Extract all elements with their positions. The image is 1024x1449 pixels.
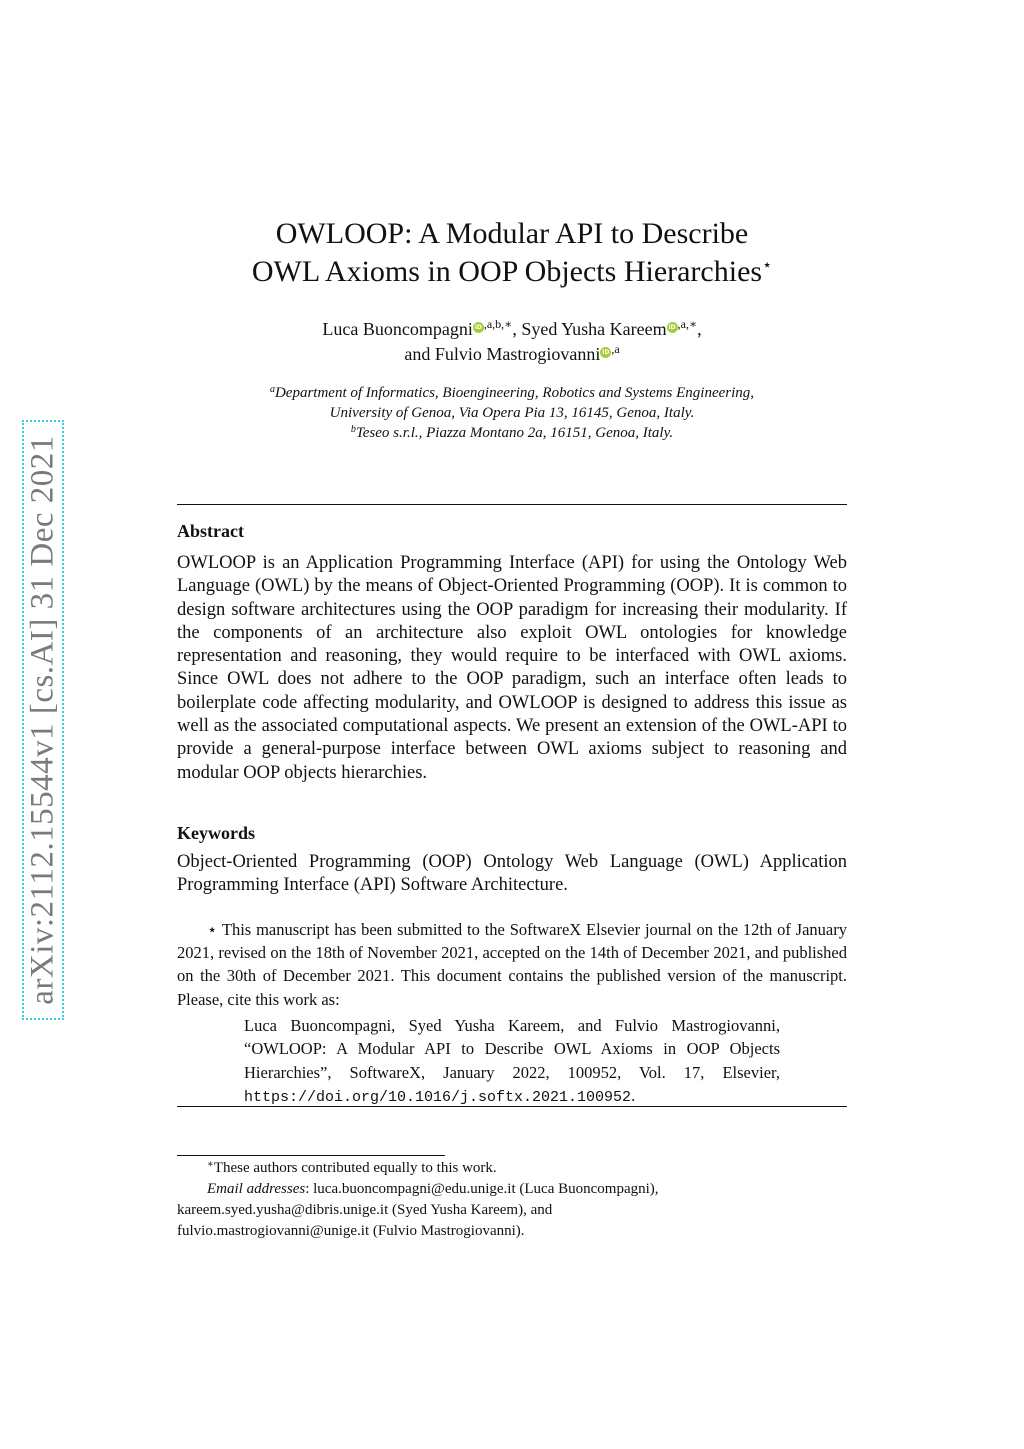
author-sep-1: ,: [512, 319, 522, 339]
orcid-icon[interactable]: iD: [668, 324, 676, 331]
author-2-marks: ,a,∗: [677, 317, 698, 331]
author-3-marks: ,a: [611, 342, 620, 356]
affiliation-b-line: [177, 423, 847, 443]
title-line-1: OWLOOP: A Modular API to Describe: [275, 217, 749, 250]
title-star: ⋆: [762, 257, 773, 274]
author-1-name: Luca Buoncompagni: [322, 319, 473, 339]
footnote-emails-line-3: fulvio.mastrogiovanni@unige.it (Fulvio Mastrogiovanni).: [177, 1223, 525, 1239]
affiliation-a-line-2: University of Genoa, Via Opera Pia 13, 16145, Genoa, Italy.: [329, 405, 695, 421]
author-sep-2: ,: [697, 319, 702, 339]
author-line-2: [177, 342, 847, 367]
note-bottom-rule: [177, 1106, 847, 1107]
email-line-1: : luca.buoncompagni@edu.unige.it (Luca Buoncompagni),: [305, 1181, 659, 1197]
title-line-2-text: OWL Axioms in OOP Objects Hierarchies: [251, 255, 763, 288]
author-list: [177, 317, 847, 367]
affiliation-b-text: Teseo s.r.l., Piazza Montano 2a, 16151, Genoa, Italy.: [355, 425, 674, 441]
footnotes: [177, 1158, 847, 1242]
footnote-equal: [177, 1158, 847, 1179]
author-2-name: Syed Yusha Kareem: [521, 319, 667, 339]
doi-end: .: [631, 1085, 636, 1105]
author-1-marks: ,a,b,∗: [483, 317, 513, 331]
keywords-text: Object-Oriented Programming (OOP) Ontology Web Language (OWL) Application Programming Interface (API) Software Architecture.: [177, 852, 847, 896]
email-label: Email addresses: [207, 1181, 306, 1197]
title-line-2: [177, 253, 847, 291]
citation-block: [244, 1014, 780, 1109]
footnote-rule: [177, 1155, 445, 1156]
paper-title: [177, 215, 847, 291]
abstract-top-rule: [177, 504, 847, 505]
orcid-icon[interactable]: iD: [602, 349, 610, 356]
note-star: ⋆: [207, 920, 218, 939]
arxiv-stamp-text: arXiv:2112.15544v1 [cs.AI] 31 Dec 2021: [24, 435, 61, 1005]
footnote-emails-line-1: [177, 1179, 847, 1200]
affiliation-a-text-1: Department of Informatics, Bioengineering, Robotics and Systems Engineering,: [274, 385, 755, 401]
author-line-1: [177, 317, 847, 342]
author-3-name: Fulvio Mastrogiovanni: [434, 344, 601, 364]
note-text: This manuscript has been submitted to the SoftwareX Elsevier journal on the 12th of January 2021, revised on the 18th of November 2021, accepted on the 14th of December 2021, and published on the 30th of December 2021. This document contains the published version of the manuscript. Please, cite this work as:: [177, 920, 847, 1009]
arxiv-stamp: [22, 420, 64, 1020]
footnote-equal-text: These authors contributed equally to this work.: [213, 1160, 497, 1176]
abstract-text: OWLOOP is an Application Programming Interface (API) for using the Ontology Web Language (OWL) by the means of Object-Oriented Programming (OOP). It is common to design software architectures using the OOP paradigm for increasing their modularity. If the components of an architecture also exploit OWL ontologies for knowledge representation and reasoning, they would require to be interfaced with OWL axioms. Since OWL does not adhere to the OOP paradigm, such an interface often leads to boilerplate code affecting modularity, and OWLOOP is designed to address this issue as well as the associated computational aspects. We present an extension of the OWL-API to provide a general-purpose interface between OWL axioms subject to reasoning and modular OOP objects hierarchies.: [177, 553, 847, 783]
keywords-heading: Keywords: [177, 823, 255, 843]
author-and: and: [404, 344, 435, 364]
footnote-equal-mark: ∗: [207, 1159, 214, 1170]
doi-link[interactable]: https://doi.org/10.1016/j.softx.2021.100952: [244, 1088, 632, 1106]
orcid-icon[interactable]: iD: [474, 324, 482, 331]
abstract-heading: Abstract: [177, 521, 244, 541]
affiliation-a-mark: a: [269, 384, 275, 395]
affiliations: [177, 383, 847, 443]
footnote-emails-line-2: kareem.syed.yusha@dibris.unige.it (Syed Yusha Kareem), and: [177, 1202, 553, 1218]
submission-note: [177, 918, 847, 1011]
citation-text: Luca Buoncompagni, Syed Yusha Kareem, and Fulvio Mastrogiovanni, “OWLOOP: A Modular API to Describe OWL Axioms in OOP Objects Hierarchies”, SoftwareX, January 2022, 100952, Vol. 17, Elsevier,: [244, 1016, 780, 1082]
affiliation-a-line-1: [177, 383, 847, 403]
affiliation-b-mark: b: [350, 424, 356, 435]
